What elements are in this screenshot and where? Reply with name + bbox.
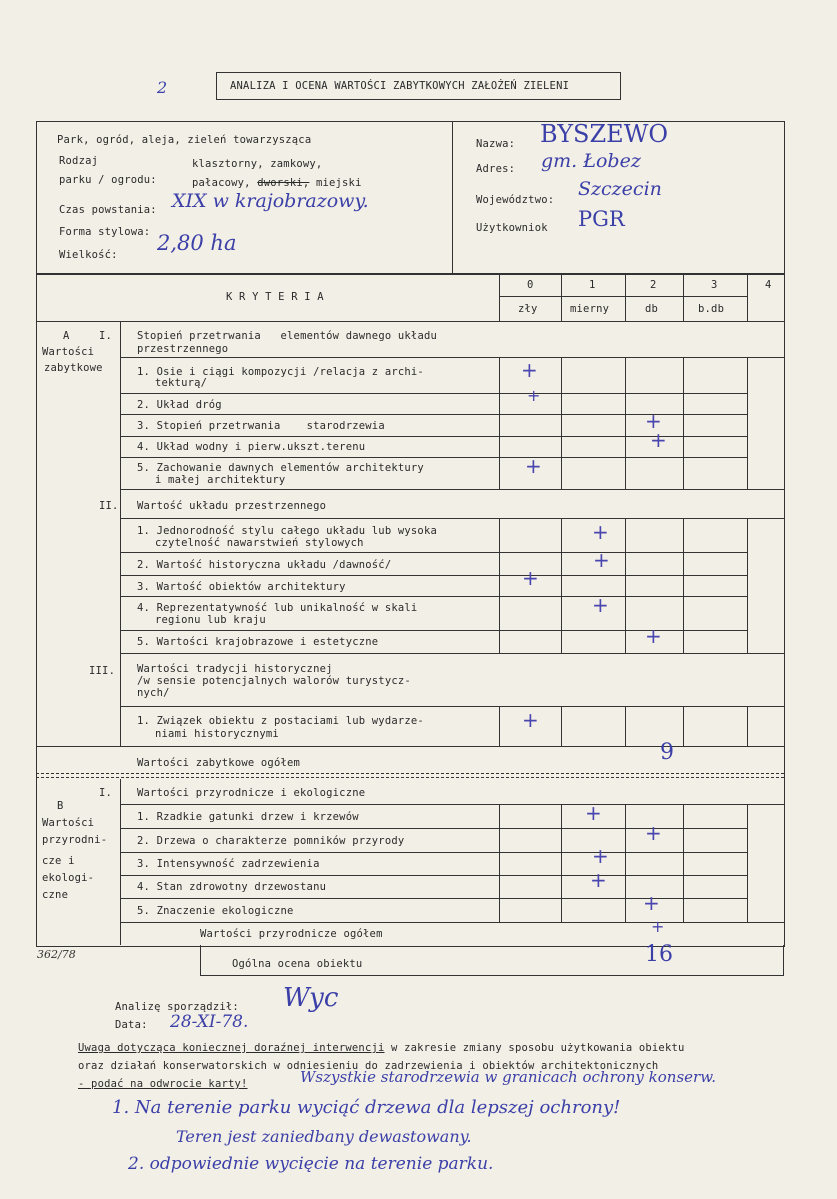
uwaga-line2: oraz działań konserwatorskich w odniesieniu do zadrzewienia i obiektów architektonicznych <box>78 1060 659 1072</box>
mark-plus: + <box>522 566 539 590</box>
rule <box>747 804 748 922</box>
wielkosc-value: 2,80 ha <box>157 231 237 255</box>
row-A-I-1: 1. Osie i ciągi kompozycji /relacja z archi- <box>137 366 424 378</box>
rule <box>499 706 500 746</box>
row-A-II-4: 4. Reprezentatywność lub unikalność w skali <box>137 602 418 614</box>
rule <box>561 273 562 321</box>
woj-value: Szczecin <box>578 178 662 200</box>
rule <box>200 945 201 976</box>
uwaga-rest: w zakresie zmiany sposobu użytkowania obiektu <box>391 1042 685 1054</box>
rule <box>499 273 500 321</box>
section-B-letter: B <box>57 800 64 812</box>
hw-note-4: 2. odpowiednie wycięcie na terenie parku. <box>128 1154 494 1174</box>
rule <box>120 575 748 576</box>
rule <box>625 273 626 321</box>
section-A-I: I. <box>99 330 113 342</box>
mark-plus: + <box>645 821 662 845</box>
rodzaj-label: Rodzaj <box>59 155 99 167</box>
hw-note-1: Wszystkie starodrzewia w granicach ochrony konserw. <box>300 1068 717 1086</box>
rule <box>120 804 784 805</box>
mark-plus: + <box>650 428 667 452</box>
ogolna-label: Ogólna ocena obiektu <box>232 958 363 970</box>
mark-plus: + <box>651 917 665 936</box>
zabytkowe-total-label: Wartości zabytkowe ogółem <box>137 757 301 769</box>
margin-note: 362/78 <box>37 948 76 961</box>
row-B-1: 1. Rzadkie gatunki drzew i krzewów <box>137 811 359 823</box>
uzytk-label: Użytkowniok <box>476 222 548 234</box>
rule <box>120 596 748 597</box>
separator-top <box>36 773 784 774</box>
A-I-title-c: przestrzennego <box>137 343 229 355</box>
row-A-III-1: 1. Związek obiektu z postaciami lub wydarze- <box>137 715 424 727</box>
rule <box>625 804 626 922</box>
score-0: 0 <box>527 279 534 291</box>
rule <box>683 706 684 746</box>
rule <box>120 922 784 923</box>
przyrodnicze-total-label: Wartości przyrodnicze ogółem <box>200 928 383 940</box>
mark-plus: + <box>592 593 609 617</box>
section-A-letter: A <box>63 330 70 342</box>
A-I-title-a: Stopień przetrwania <box>137 330 261 342</box>
rating-bdb: b.db <box>698 303 725 315</box>
rule <box>120 852 748 853</box>
info-divider <box>452 121 453 274</box>
rule <box>120 875 748 876</box>
rule <box>120 357 121 489</box>
row-A-I-3a: 3. Stopień przetrwania <box>137 420 281 432</box>
row-A-III-1b: niami historycznymi <box>155 728 279 740</box>
row-B-3: 3. Intensywność zadrzewienia <box>137 858 320 870</box>
wielkosc-label: Wielkość: <box>59 249 118 261</box>
hw-note-2: 1. Na terenie parku wyciąć drzewa dla lepszej ochrony! <box>112 1097 621 1118</box>
row-A-I-5: 5. Zachowanie dawnych elementów architektury <box>137 462 424 474</box>
type-line: Park, ogród, aleja, zieleń towarzysząca <box>57 134 312 146</box>
signature: Wyc <box>283 983 339 1013</box>
rule <box>561 357 562 489</box>
row-A-I-4: 4. Układ wodny i pierw.ukszt.terenu <box>137 441 366 453</box>
row-A-II-3: 3. Wartość obiektów architektury <box>137 581 346 593</box>
row-A-II-4b: regionu lub kraju <box>155 614 266 626</box>
row-B-5: 5. Znaczenie ekologiczne <box>137 905 294 917</box>
rule <box>625 357 626 489</box>
adres-value: gm. Łobez <box>541 150 641 172</box>
row-A-II-2: 2. Wartość historyczna układu /dawność/ <box>137 559 392 571</box>
section-B-I: I. <box>99 787 113 799</box>
hw-note-3: Teren jest zaniedbany dewastowany. <box>176 1127 472 1146</box>
mark-plus: + <box>593 548 610 572</box>
B-I-title: Wartości przyrodnicze i ekologiczne <box>137 787 366 799</box>
rule <box>747 273 748 321</box>
data-value: 28-XI-78. <box>170 1012 249 1032</box>
row-A-I-5b: i małej architektury <box>155 474 286 486</box>
section-B-label1: Wartości <box>42 817 95 829</box>
mark-plus: + <box>645 624 662 648</box>
row-A-II-1b: czytelność nawarstwień stylowych <box>155 537 364 549</box>
rule <box>747 706 748 746</box>
rule <box>120 393 748 394</box>
nazwa-label: Nazwa: <box>476 138 516 150</box>
section-B-label3: cze i <box>42 855 75 867</box>
rule <box>120 552 748 553</box>
rule <box>683 273 684 321</box>
uwaga-underlined: Uwaga dotycząca koniecznej doraźnej interwencji <box>78 1042 385 1054</box>
rule <box>625 706 626 746</box>
opt-dworski: dworski, <box>257 177 310 189</box>
row-A-I-3 <box>137 420 385 432</box>
mark-plus: + <box>590 868 607 892</box>
data-label: Data: <box>115 1019 148 1031</box>
row-A-I-2: 2. Układ dróg <box>137 399 222 411</box>
page-number: 2 <box>157 78 168 97</box>
rule <box>683 357 684 489</box>
A-III-title-a: Wartości tradycji historycznej <box>137 663 333 675</box>
rule <box>561 518 562 653</box>
analize-label: Analizę sporządził: <box>115 1001 239 1013</box>
mark-plus: + <box>521 358 538 382</box>
section-B-label5: czne <box>42 889 69 901</box>
mark-plus: + <box>522 708 539 732</box>
A-II-title: Wartość układu przestrzennego <box>137 500 327 512</box>
woj-label: Województwo: <box>476 194 555 206</box>
rule <box>683 804 684 922</box>
nazwa-value: BYSZEWO <box>540 120 669 148</box>
separator-bottom <box>36 777 784 778</box>
rule <box>499 357 500 489</box>
mark-plus: + <box>643 891 660 915</box>
mark-plus: + <box>592 520 609 544</box>
rating-mierny: mierny <box>570 303 610 315</box>
score-1: 1 <box>589 279 596 291</box>
rule <box>499 804 500 922</box>
section-A-label1: Wartości <box>42 346 95 358</box>
mark-plus: + <box>585 801 602 825</box>
row-A-I-1b: tekturą/ <box>155 377 208 389</box>
kryteria-header: K R Y T E R I A <box>226 291 324 303</box>
rule <box>120 653 784 654</box>
rule <box>120 357 784 358</box>
rule <box>499 296 748 297</box>
rule <box>561 804 562 922</box>
opt-palacowy: pałacowy, <box>192 177 251 189</box>
row-A-I-3b: starodrzewia <box>306 420 385 432</box>
rating-zly: zły <box>518 303 538 315</box>
header-title: ANALIZA I OCENA WARTOŚCI ZABYTKOWYCH ZAŁOŻEŃ ZIELENI <box>230 80 570 92</box>
A-III-title-b: /w sensie potencjalnych walorów turystycz- <box>137 675 411 687</box>
row-A-II-1: 1. Jednorodność stylu całego układu lub wysoka <box>137 525 437 537</box>
mark-plus: + <box>645 409 662 433</box>
rating-db: db <box>645 303 659 315</box>
rule <box>783 945 784 976</box>
section-B-label4: ekologi- <box>42 872 95 884</box>
section-A-III: III. <box>89 665 116 677</box>
row-A-II-5: 5. Wartości krajobrazowe i estetyczne <box>137 636 379 648</box>
score-3: 3 <box>711 279 718 291</box>
rule <box>36 321 784 322</box>
row-B-4: 4. Stan zdrowotny drzewostanu <box>137 881 327 893</box>
forma-label: Forma stylowa: <box>59 226 151 238</box>
zabytkowe-total-value: 9 <box>660 740 674 765</box>
rule <box>120 706 784 707</box>
rodzaj-opt2 <box>192 177 362 189</box>
parku-label: parku / ogrodu: <box>59 174 157 186</box>
opt-miejski: miejski <box>315 177 362 189</box>
uzytk-value: PGR <box>578 207 625 231</box>
A-I-title-b: elementów dawnego układu <box>280 330 438 342</box>
uwaga-line1 <box>78 1042 685 1054</box>
rule <box>561 706 562 746</box>
ogolna-value: 16 <box>645 942 673 967</box>
mark-plus: + <box>527 386 541 405</box>
rule <box>120 489 784 490</box>
mark-plus: + <box>525 454 542 478</box>
rule <box>120 457 748 458</box>
uwaga-line3: - podać na odwrocie karty! <box>78 1078 248 1090</box>
rule <box>747 357 748 489</box>
score-4: 4 <box>765 279 772 291</box>
row-B-2: 2. Drzewa o charakterze pomników przyrody <box>137 835 405 847</box>
rule <box>747 518 748 653</box>
section-A-II: II. <box>99 500 119 512</box>
score-2: 2 <box>650 279 657 291</box>
rule <box>683 518 684 653</box>
A-I-title <box>137 330 437 342</box>
rule <box>120 518 784 519</box>
czas-value: XIX w krajobrazowy. <box>172 190 369 212</box>
adres-label: Adres: <box>476 163 516 175</box>
mark-plus: + <box>592 844 609 868</box>
rodzaj-opt1: klasztorny, zamkowy, <box>192 158 323 170</box>
rule <box>200 975 784 976</box>
rule <box>499 518 500 653</box>
section-A-label2: zabytkowe <box>44 362 103 374</box>
section-B-label2: przyrodni- <box>42 834 108 846</box>
rule <box>625 518 626 653</box>
A-III-title-c: nych/ <box>137 687 170 699</box>
czas-label: Czas powstania: <box>59 204 157 216</box>
